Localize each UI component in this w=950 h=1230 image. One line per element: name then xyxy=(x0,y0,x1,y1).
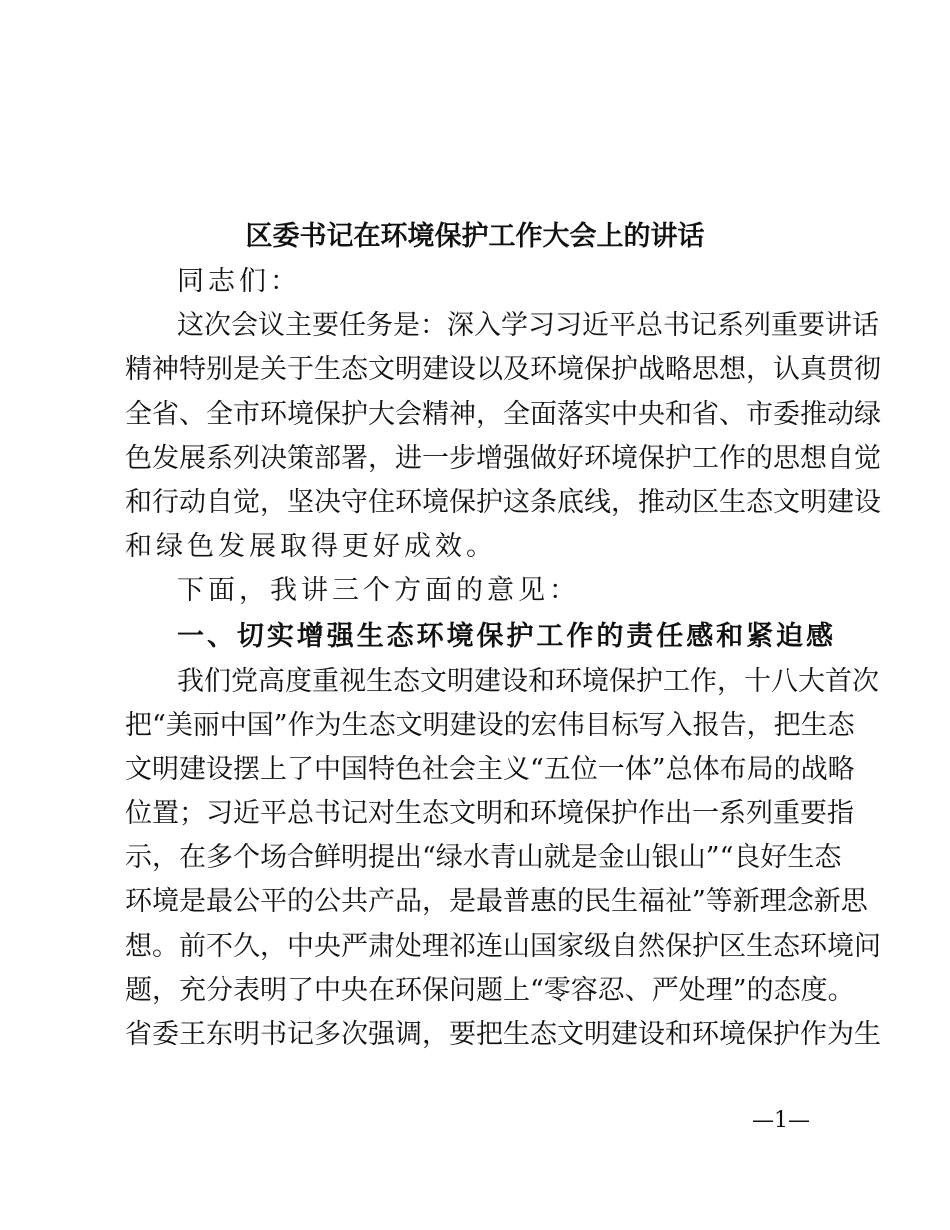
paragraph-line: 我们党高度重视生态文明建设和环境保护工作，十八大首次 xyxy=(177,665,879,697)
paragraph-line: 和绿色发展取得更好成效。 xyxy=(125,531,497,563)
salutation: 同志们： xyxy=(177,266,301,297)
document-body xyxy=(125,260,881,1057)
document-title: 区委书记在环境保护工作大会上的讲话 xyxy=(245,221,705,252)
paragraph-line: 想。前不久，中央严肃处理祁连山国家级自然保护区生态环境问 xyxy=(125,930,881,962)
paragraph-line: 全省、全市环境保护大会精神，全面落实中央和省、市委推动绿 xyxy=(125,398,881,430)
paragraph-line: 题，充分表明了中央在环保问题上“零容忍、严处理”的态度。 xyxy=(125,974,855,1006)
paragraph-line: 位置；习近平总书记对生态文明和环境保护作出一系列重要指 xyxy=(125,798,854,830)
paragraph-line: 环境是最公平的公共产品，是最普惠的民生福祉”等新理念新思 xyxy=(125,886,868,918)
paragraph-line: 把“美丽中国”作为生态文明建设的宏伟目标写入报告，把生态 xyxy=(125,709,855,741)
paragraph-line: 色发展系列决策部署，进一步增强做好环境保护工作的思想自觉 xyxy=(125,442,881,474)
paragraph-1 xyxy=(125,304,881,569)
paragraph-line: 文明建设摆上了中国特色社会主义“五位一体”总体布局的战略 xyxy=(125,753,855,785)
paragraph-line: 示，在多个场合鲜明提出“绿水青山就是金山银山”“良好生态 xyxy=(125,842,842,874)
paragraph-line: 和行动自觉，坚决守住环境保护这条底线，推动区生态文明建设 xyxy=(125,486,881,518)
paragraph-line: 省委王东明书记多次强调，要把生态文明建设和环境保护作为生 xyxy=(125,1019,881,1050)
page-number: —1— xyxy=(752,1108,810,1133)
intro-text: 下面，我讲三个方面的意见： xyxy=(177,575,580,607)
paragraph-line: 这次会议主要任务是：深入学习习近平总书记系列重要讲话 xyxy=(177,310,879,342)
paragraph-2 xyxy=(125,660,881,1058)
paragraph-line: 精神特别是关于生态文明建设以及环境保护战略思想，认真贯彻 xyxy=(125,354,881,386)
section-heading: 一、切实增强生态环境保护工作的责任感和紧迫感 xyxy=(177,620,833,652)
